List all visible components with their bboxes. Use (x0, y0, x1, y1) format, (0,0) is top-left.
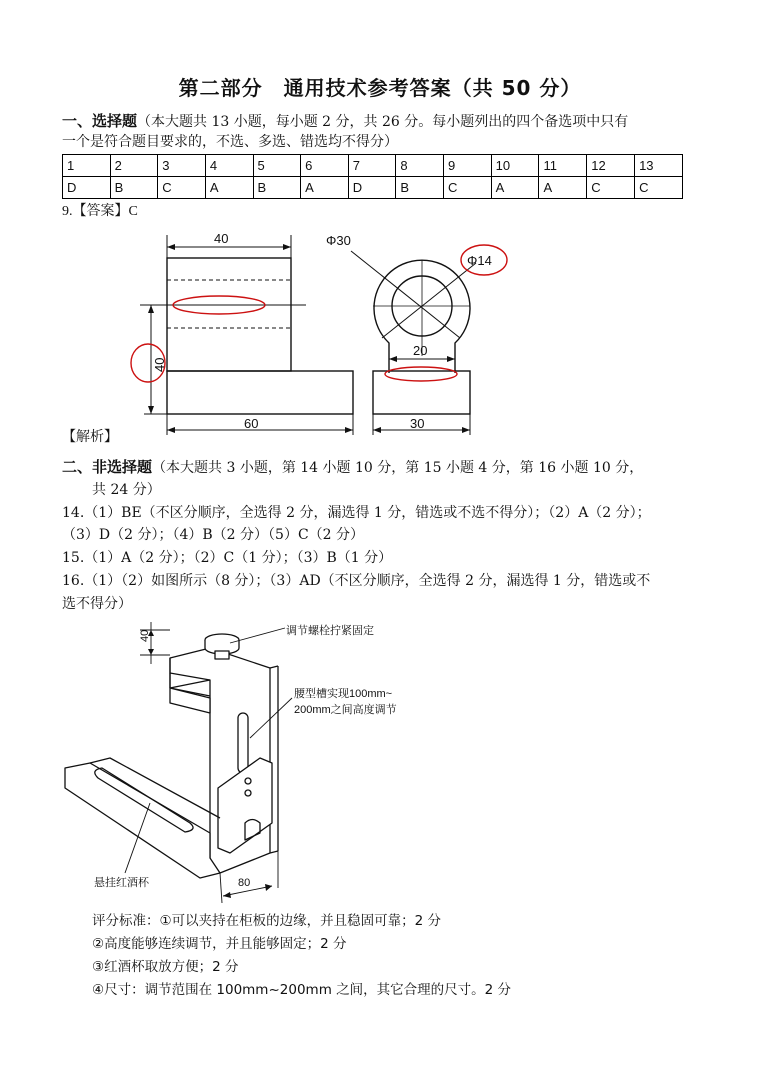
q16-line2: 选不得分） (62, 596, 132, 612)
section1-desc: （本大题共 13 小题，每小题 2 分，共 26 分。每小题列出的四个备选项中只有 (137, 114, 629, 130)
fig16-dim-bottom: 80 (238, 877, 251, 889)
table-cell: 3 (158, 155, 206, 177)
criteria-4: ④尺寸：调节范围在 100mm~200mm 之间，其它合理的尺寸。2 分 (92, 982, 512, 998)
answer-table-row-answers (63, 177, 683, 199)
section2-heading: 二、非选择题 (62, 458, 153, 476)
criteria-1: 评分标准：①可以夹持在柜板的边缘，并且稳固可靠；2 分 (92, 913, 441, 929)
table-cell: 9 (443, 155, 491, 177)
dim-top-width: 40 (214, 231, 229, 246)
dim-phi14: Φ14 (467, 253, 492, 268)
dim-base-width: 60 (244, 416, 259, 431)
table-cell: 1 (63, 155, 111, 177)
table-cell: B (110, 177, 158, 199)
table-cell: 10 (491, 155, 539, 177)
dim-side-width: 30 (410, 416, 425, 431)
q9-answer: 9.【答案】C (62, 204, 138, 219)
section1-desc2: 一个是符合题目要求的，不选、多选、错选均不得分） (62, 134, 398, 150)
table-cell: A (301, 177, 349, 199)
table-cell: C (587, 177, 635, 199)
table-cell: 8 (396, 155, 444, 177)
table-cell: 13 (635, 155, 683, 177)
q16-line1: 16.（1）（2）如图所示（8 分）；（3）AD（不区分顺序，全选得 2 分，漏选得 1 分，错选或不 (62, 573, 651, 589)
highlight-ellipse (385, 367, 457, 381)
table-cell: 2 (110, 155, 158, 177)
q15-line1: 15.（1）A（2 分）；（2）C（1 分）；（3）B（1 分） (62, 550, 393, 566)
table-cell: 7 (348, 155, 396, 177)
table-cell: A (205, 177, 253, 199)
table-cell: C (158, 177, 206, 199)
q14-line1: 14.（1）BE（不区分顺序，全选得 2 分，漏选得 1 分，错选或不选不得分）；（2）A（2 分）； (62, 505, 651, 521)
q9-analysis: 【解析】 (62, 429, 118, 445)
table-cell: 5 (253, 155, 301, 177)
fig16-label-bolt: 调节螺栓拧紧固定 (286, 625, 374, 637)
fig16-label-slot-1: 腰型槽实现100mm~ (294, 688, 393, 700)
q16-drawing (60, 618, 450, 908)
table-cell: A (491, 177, 539, 199)
section2-line1 (62, 457, 643, 478)
front-view-base (167, 371, 353, 414)
section2-desc: （本大题共 3 小题，第 14 小题 10 分，第 15 小题 4 分，第 16 小题 10 分， (152, 460, 644, 476)
answer-table-row-numbers (63, 155, 683, 177)
table-cell: B (396, 177, 444, 199)
section1-heading: 一、选择题 (62, 112, 138, 130)
hanging-arm (65, 763, 220, 878)
section2-desc2: 共 24 分） (92, 482, 161, 498)
table-cell: 6 (301, 155, 349, 177)
table-cell: 11 (539, 155, 587, 177)
dim-height: 40 (152, 357, 167, 372)
criteria-3: ③红酒杯取放方便；2 分 (92, 959, 239, 975)
table-cell: B (253, 177, 301, 199)
answer-table (62, 154, 683, 199)
section1-line1 (62, 111, 628, 132)
side-view-base (373, 371, 470, 414)
q14-line2: （3）D（2 分）；（4）B（2 分）（5）C（2 分） (62, 527, 365, 543)
dim-slot: 20 (413, 343, 428, 358)
criteria-2: ②高度能够连续调节，并且能够固定；2 分 (92, 936, 347, 952)
table-cell: D (63, 177, 111, 199)
q9-drawing (120, 225, 520, 440)
fig16-dim-top: 40 (139, 629, 151, 642)
table-cell: D (348, 177, 396, 199)
dim-phi30: Φ30 (326, 233, 351, 248)
table-cell: C (443, 177, 491, 199)
page-title: 第二部分 通用技术参考答案（共 50 分） (178, 76, 582, 100)
fig16-label-slot-2: 200mm之间高度调节 (294, 704, 397, 716)
table-cell: C (635, 177, 683, 199)
table-cell: A (539, 177, 587, 199)
table-cell: 4 (205, 155, 253, 177)
fig16-label-cup: 悬挂红酒杯 (94, 877, 149, 889)
table-cell: 12 (587, 155, 635, 177)
